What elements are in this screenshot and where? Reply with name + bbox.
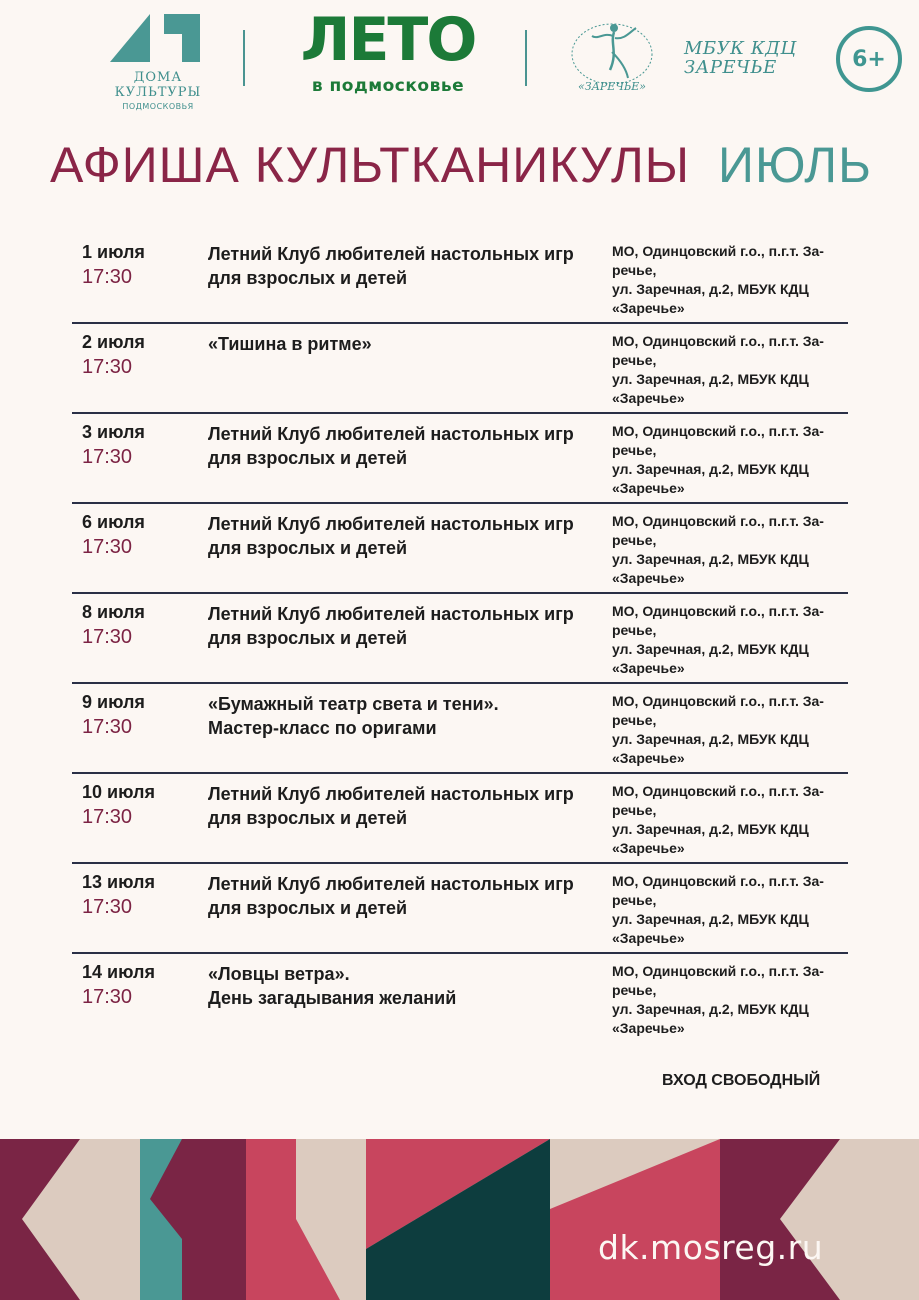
- event-location: [612, 602, 848, 678]
- event-location-line: «Заречье»: [612, 1020, 685, 1036]
- event-date: 14 июля: [82, 962, 155, 982]
- event-location-line: МО, Одинцовский г.о., п.г.т. За-: [612, 423, 824, 439]
- zarechye-emblem: [566, 18, 658, 102]
- event-title: [208, 872, 608, 920]
- event-location-line: ул. Заречная, д.2, МБУК КДЦ: [612, 1001, 809, 1017]
- event-location-line: речье,: [612, 802, 657, 818]
- event-location-line: «Заречье»: [612, 570, 685, 586]
- event-location-line: речье,: [612, 982, 657, 998]
- doma-line1: ДОМА: [133, 70, 183, 85]
- event-title: [208, 422, 608, 470]
- event-date: 2 июля: [82, 332, 145, 352]
- event-location: [612, 782, 848, 858]
- header: [0, 0, 919, 120]
- event-title-line: Летний Клуб любителей настольных игр: [208, 514, 574, 534]
- event-date: 10 июля: [82, 782, 155, 802]
- event-title-line: для взрослых и детей: [208, 538, 408, 558]
- event-title: [208, 512, 608, 560]
- doma-kultury-logo: [108, 12, 208, 111]
- free-entry-note: ВХОД СВОБОДНЫЙ: [662, 1072, 821, 1089]
- event-location-line: МО, Одинцовский г.о., п.г.т. За-: [612, 783, 824, 799]
- event-location-line: речье,: [612, 532, 657, 548]
- event-location-line: МО, Одинцовский г.о., п.г.т. За-: [612, 243, 824, 259]
- event-location-line: «Заречье»: [612, 300, 685, 316]
- event-title-line: Летний Клуб любителей настольных игр: [208, 604, 574, 624]
- title-main: АФИША КУЛЬТКАНИКУЛЫ: [50, 137, 691, 193]
- event-location-line: речье,: [612, 622, 657, 638]
- event-location-line: «Заречье»: [612, 660, 685, 676]
- event-location: [612, 692, 848, 768]
- event-time: 17:30: [82, 626, 133, 648]
- event-location-line: МО, Одинцовский г.о., п.г.т. За-: [612, 603, 824, 619]
- event-date: 8 июля: [82, 602, 145, 622]
- mbuk-line1: МБУК КДЦ: [684, 38, 797, 59]
- event-title-line: для взрослых и детей: [208, 628, 408, 648]
- event-title: [208, 602, 608, 650]
- title-month: ИЮЛЬ: [718, 137, 872, 193]
- doma-line3: ПОДМОСКОВЬЯ: [122, 102, 194, 111]
- event-title: [208, 332, 608, 356]
- event-time: 17:30: [82, 896, 133, 918]
- emblem-text: «ЗАРЕЧЬЕ»: [577, 80, 647, 93]
- event-location-line: речье,: [612, 712, 657, 728]
- event-row: [72, 324, 848, 414]
- event-title-line: День загадывания желаний: [208, 988, 457, 1008]
- event-location: [612, 242, 848, 318]
- event-location: [612, 332, 848, 408]
- event-row: [72, 234, 848, 324]
- event-location-line: ул. Заречная, д.2, МБУК КДЦ: [612, 911, 809, 927]
- mbuk-line2: ЗАРЕЧЬЕ: [684, 57, 777, 78]
- event-location-line: ул. Заречная, д.2, МБУК КДЦ: [612, 731, 809, 747]
- event-time: 17:30: [82, 716, 133, 738]
- leto-logo-subtitle: в подмосковье: [311, 76, 465, 96]
- event-date: 1 июля: [82, 242, 145, 262]
- event-row: [72, 954, 848, 1044]
- event-location-line: речье,: [612, 352, 657, 368]
- event-title-line: Мастер-класс по оригами: [208, 718, 437, 738]
- event-time: 17:30: [82, 446, 133, 468]
- event-location-line: ул. Заречная, д.2, МБУК КДЦ: [612, 281, 809, 297]
- event-location-line: МО, Одинцовский г.о., п.г.т. За-: [612, 693, 824, 709]
- event-title-line: для взрослых и детей: [208, 268, 408, 288]
- event-row: [72, 594, 848, 684]
- event-row: [72, 414, 848, 504]
- event-location: [612, 422, 848, 498]
- event-time: 17:30: [82, 986, 133, 1008]
- event-location-line: «Заречье»: [612, 840, 685, 856]
- event-title: [208, 962, 608, 1010]
- event-title-line: Летний Клуб любителей настольных игр: [208, 784, 574, 804]
- header-divider: [525, 30, 527, 86]
- event-location-line: «Заречье»: [612, 390, 685, 406]
- event-title-line: «Тишина в ритме»: [208, 334, 372, 354]
- event-time: 17:30: [82, 266, 133, 288]
- event-location-line: речье,: [612, 892, 657, 908]
- leto-logo-word: ЛЕТО: [300, 5, 476, 75]
- event-title-line: «Ловцы ветра».: [208, 964, 350, 984]
- event-title-line: для взрослых и детей: [208, 808, 408, 828]
- doma-line2: КУЛЬТУРЫ: [114, 85, 202, 100]
- event-location-line: ул. Заречная, д.2, МБУК КДЦ: [612, 551, 809, 567]
- event-time: 17:30: [82, 536, 133, 558]
- event-location: [612, 512, 848, 588]
- event-location: [612, 872, 848, 948]
- event-title-line: «Бумажный театр света и тени».: [208, 694, 499, 714]
- event-date: 13 июля: [82, 872, 155, 892]
- header-divider: [243, 30, 245, 86]
- event-location-line: ул. Заречная, д.2, МБУК КДЦ: [612, 641, 809, 657]
- event-location: [612, 962, 848, 1038]
- event-time: 17:30: [82, 356, 133, 378]
- event-location-line: ул. Заречная, д.2, МБУК КДЦ: [612, 461, 809, 477]
- event-location-line: ул. Заречная, д.2, МБУК КДЦ: [612, 821, 809, 837]
- doma-kultury-logo-icon: [108, 12, 208, 68]
- event-date: 9 июля: [82, 692, 145, 712]
- event-row: [72, 504, 848, 594]
- event-title: [208, 692, 608, 740]
- age-rating-badge: 6+: [836, 26, 902, 92]
- event-time: 17:30: [82, 806, 133, 828]
- event-location-line: «Заречье»: [612, 930, 685, 946]
- event-location-line: МО, Одинцовский г.о., п.г.т. За-: [612, 873, 824, 889]
- event-title-line: для взрослых и детей: [208, 898, 408, 918]
- event-row: [72, 684, 848, 774]
- event-location-line: речье,: [612, 262, 657, 278]
- event-location-line: «Заречье»: [612, 750, 685, 766]
- footer-decorative-band: [0, 1139, 919, 1300]
- zarechye-dancer-emblem-icon: [566, 18, 658, 84]
- event-title-line: Летний Клуб любителей настольных игр: [208, 244, 574, 264]
- event-location-line: речье,: [612, 442, 657, 458]
- site-url[interactable]: dk.mosreg.ru: [598, 1228, 824, 1267]
- event-location-line: МО, Одинцовский г.о., п.г.т. За-: [612, 333, 824, 349]
- event-location-line: МО, Одинцовский г.о., п.г.т. За-: [612, 963, 824, 979]
- event-location-line: «Заречье»: [612, 480, 685, 496]
- event-row: [72, 774, 848, 864]
- event-title-line: для взрослых и детей: [208, 448, 408, 468]
- event-row: [72, 864, 848, 954]
- event-title-line: Летний Клуб любителей настольных игр: [208, 874, 574, 894]
- event-date: 3 июля: [82, 422, 145, 442]
- event-date: 6 июля: [82, 512, 145, 532]
- event-schedule: [72, 234, 848, 1044]
- event-title: [208, 242, 608, 290]
- footer-pattern: [0, 1139, 919, 1300]
- page-title: [50, 136, 872, 196]
- event-title: [208, 782, 608, 830]
- event-title-line: Летний Клуб любителей настольных игр: [208, 424, 574, 444]
- event-location-line: ул. Заречная, д.2, МБУК КДЦ: [612, 371, 809, 387]
- event-location-line: МО, Одинцовский г.о., п.г.т. За-: [612, 513, 824, 529]
